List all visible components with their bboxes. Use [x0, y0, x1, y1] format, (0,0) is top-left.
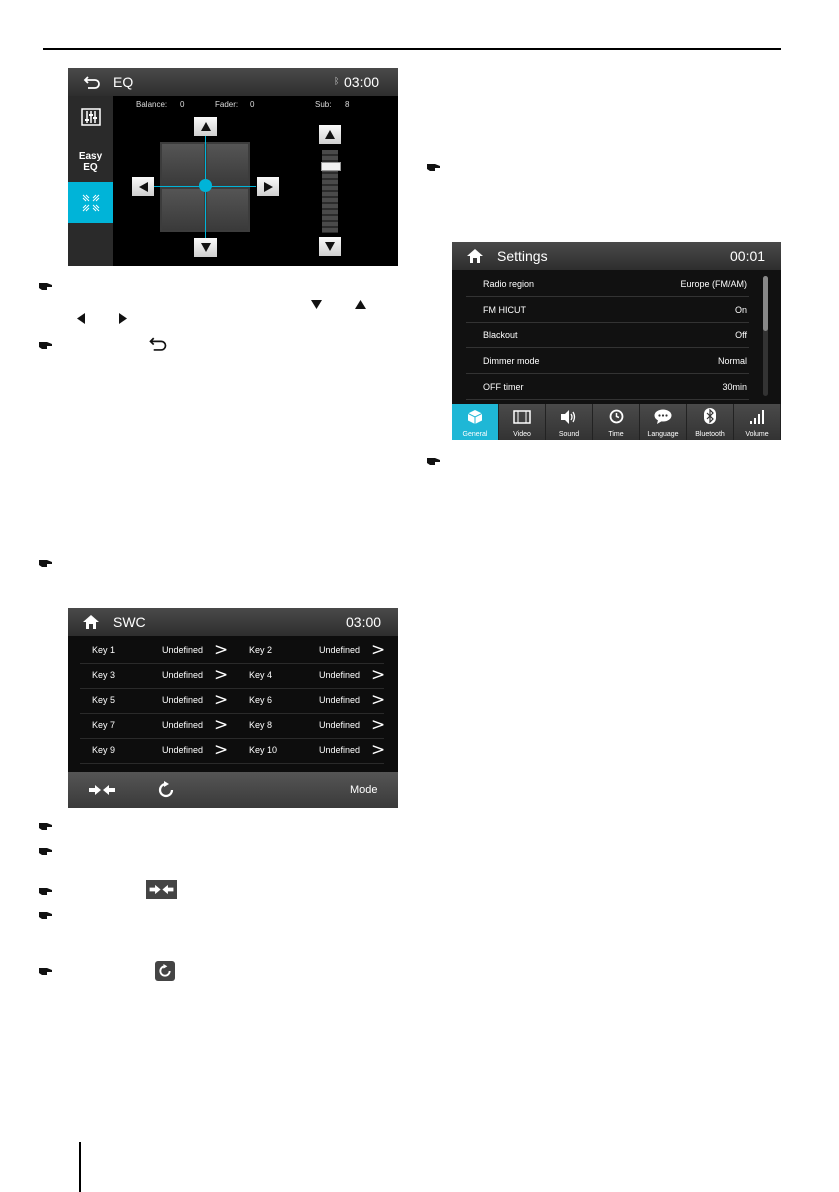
setting-value: Off — [735, 330, 747, 341]
tab-video[interactable] — [499, 404, 546, 440]
key-name: Key 3 — [92, 670, 116, 680]
arrow-up-icon — [325, 130, 335, 139]
sound-icon — [560, 410, 578, 429]
eq-title-bar — [68, 68, 398, 96]
sub-slider-handle[interactable] — [321, 162, 341, 171]
sub-down-button[interactable] — [319, 237, 341, 256]
tab-language[interactable] — [640, 404, 687, 440]
eq-title: EQ — [113, 74, 134, 90]
scrollbar-thumb[interactable] — [763, 276, 768, 331]
settings-scrollbar[interactable] — [763, 276, 768, 396]
pair-arrows-icon — [146, 880, 177, 899]
balance-value: 0 — [180, 100, 185, 109]
bluetooth-icon — [704, 408, 716, 429]
tab-sound[interactable] — [546, 404, 593, 440]
chevron-right-icon[interactable]: > — [371, 715, 386, 735]
eq-screen — [68, 68, 398, 266]
hand-pointer-icon — [39, 559, 53, 568]
arrow-left-icon — [139, 182, 148, 192]
tab-label: Video — [513, 431, 531, 438]
eq-sidebar — [68, 96, 113, 266]
swc-screen — [68, 608, 398, 808]
settings-clock: 00:01 — [730, 248, 766, 264]
key-value[interactable]: Undefined — [162, 645, 204, 655]
pad-position-dot[interactable] — [199, 179, 212, 192]
sub-value: 8 — [345, 100, 350, 109]
general-icon — [468, 410, 482, 429]
tab-label: Volume — [745, 431, 769, 438]
key-name: Key 9 — [92, 745, 116, 755]
hand-pointer-icon — [427, 457, 441, 466]
key-value[interactable]: Undefined — [319, 670, 361, 680]
pad-quad — [162, 144, 204, 185]
tab-time[interactable] — [593, 404, 640, 440]
balance-left-button[interactable] — [132, 177, 154, 196]
settings-row[interactable] — [466, 348, 749, 374]
key-value[interactable]: Undefined — [162, 720, 204, 730]
tab-label: Language — [647, 431, 679, 438]
settings-row[interactable] — [466, 271, 749, 297]
key-name: Key 5 — [92, 695, 116, 705]
chevron-right-icon[interactable]: > — [214, 690, 229, 710]
setting-value: On — [734, 304, 747, 315]
fader-value: 0 — [250, 100, 255, 109]
mode-button[interactable]: Mode — [350, 784, 378, 796]
balance-label: Balance: — [136, 100, 168, 109]
settings-row[interactable] — [466, 297, 749, 323]
setting-value: 30min — [722, 381, 747, 392]
key-value[interactable]: Undefined — [162, 670, 204, 680]
key-name: Key 8 — [249, 720, 273, 730]
chevron-right-icon[interactable]: > — [371, 740, 386, 760]
key-name: Key 2 — [249, 645, 273, 655]
home-icon[interactable] — [83, 615, 99, 629]
pad-quad — [207, 189, 248, 230]
hand-pointer-icon — [39, 967, 53, 976]
arrow-down-icon — [325, 242, 335, 251]
tab-bluetooth[interactable] — [687, 404, 734, 440]
eq-clock: 03:00 — [344, 74, 380, 90]
list-item — [80, 688, 384, 714]
header-rule — [43, 48, 781, 50]
list-item — [80, 713, 384, 739]
hand-pointer-icon — [427, 163, 441, 172]
tab-general[interactable] — [452, 404, 499, 440]
key-value[interactable]: Undefined — [319, 745, 361, 755]
sub-up-button[interactable] — [319, 125, 341, 144]
swc-title: SWC — [113, 614, 146, 630]
arrow-down-icon — [201, 243, 211, 252]
setting-label: Radio region — [483, 279, 535, 289]
hand-pointer-icon — [39, 847, 53, 856]
video-icon — [513, 410, 531, 429]
key-value[interactable]: Undefined — [319, 695, 361, 705]
list-item — [80, 738, 384, 764]
tab-label: Time — [608, 431, 624, 438]
arrow-down-icon — [311, 300, 322, 309]
tab-balance-fader[interactable] — [68, 182, 113, 223]
arrow-right-icon — [264, 182, 273, 192]
swc-bottom-bar — [68, 772, 398, 808]
hand-pointer-icon — [39, 887, 53, 896]
key-name: Key 6 — [249, 695, 273, 705]
equalizer-icon — [81, 108, 101, 126]
list-item — [80, 638, 384, 664]
sub-label: Sub: — [315, 100, 332, 109]
tab-equalizer[interactable] — [68, 96, 113, 137]
back-icon[interactable] — [83, 75, 101, 89]
chevron-right-icon[interactable]: > — [371, 665, 386, 685]
setting-label: Dimmer mode — [483, 356, 540, 367]
list-item — [80, 663, 384, 689]
tab-label: Bluetooth — [695, 431, 725, 438]
arrow-up-icon — [355, 300, 366, 309]
setting-label: FM HICUT — [483, 304, 526, 315]
settings-row[interactable] — [466, 322, 749, 348]
hand-pointer-icon — [39, 341, 53, 350]
language-icon — [654, 409, 672, 429]
settings-tab-bar — [452, 404, 781, 440]
tab-label: Sound — [558, 431, 580, 438]
setting-value: Normal — [717, 356, 747, 367]
setting-label: OFF timer — [483, 381, 524, 392]
back-icon — [148, 336, 168, 351]
tab-volume[interactable] — [734, 404, 781, 440]
fader-label: Fader: — [215, 100, 239, 109]
key-value[interactable]: Undefined — [319, 645, 361, 655]
footer-rule — [79, 1142, 81, 1192]
hand-pointer-icon — [39, 911, 53, 920]
arrow-up-icon — [201, 122, 211, 131]
key-name: Key 10 — [249, 745, 278, 755]
chevron-right-icon[interactable]: > — [214, 740, 229, 760]
home-icon[interactable] — [467, 249, 483, 263]
fader-down-button[interactable] — [194, 238, 217, 257]
volume-icon — [749, 410, 765, 429]
fader-up-button[interactable] — [194, 117, 217, 136]
time-icon — [609, 409, 624, 429]
key-value[interactable]: Undefined — [162, 695, 204, 705]
speaker-position-icon — [81, 193, 101, 213]
arrow-right-icon — [119, 313, 127, 324]
swc-title-bar — [68, 608, 398, 636]
chevron-right-icon[interactable]: > — [214, 665, 229, 685]
hand-pointer-icon — [39, 282, 53, 291]
key-value[interactable]: Undefined — [319, 720, 361, 730]
hand-pointer-icon — [39, 822, 53, 831]
pad-quad — [207, 144, 248, 185]
chevron-right-icon[interactable]: > — [214, 640, 229, 660]
key-value[interactable]: Undefined — [162, 745, 204, 755]
reset-icon[interactable] — [157, 781, 175, 799]
chevron-right-icon[interactable]: > — [214, 715, 229, 735]
swc-clock: 03:00 — [346, 614, 382, 630]
settings-row[interactable] — [466, 374, 749, 400]
key-name: Key 4 — [249, 670, 273, 680]
key-name: Key 7 — [92, 720, 116, 730]
bluetooth-icon: ᛒ — [334, 77, 340, 87]
pad-quad — [162, 189, 204, 230]
settings-title: Settings — [497, 248, 548, 264]
settings-screen — [452, 242, 781, 440]
arrow-left-icon — [77, 313, 85, 324]
easy-eq-label: Easy EQ — [78, 151, 103, 173]
balance-right-button[interactable] — [257, 177, 279, 196]
settings-title-bar — [452, 242, 781, 270]
key-name: Key 1 — [92, 645, 116, 655]
pair-arrows-icon[interactable] — [89, 784, 115, 796]
tab-easy-eq[interactable] — [68, 137, 113, 187]
reset-icon — [155, 961, 175, 981]
chevron-right-icon[interactable]: > — [371, 690, 386, 710]
setting-label: Blackout — [483, 330, 518, 341]
setting-value: Europe (FM/AM) — [680, 279, 747, 289]
tab-label: General — [462, 431, 488, 438]
chevron-right-icon[interactable]: > — [371, 640, 386, 660]
